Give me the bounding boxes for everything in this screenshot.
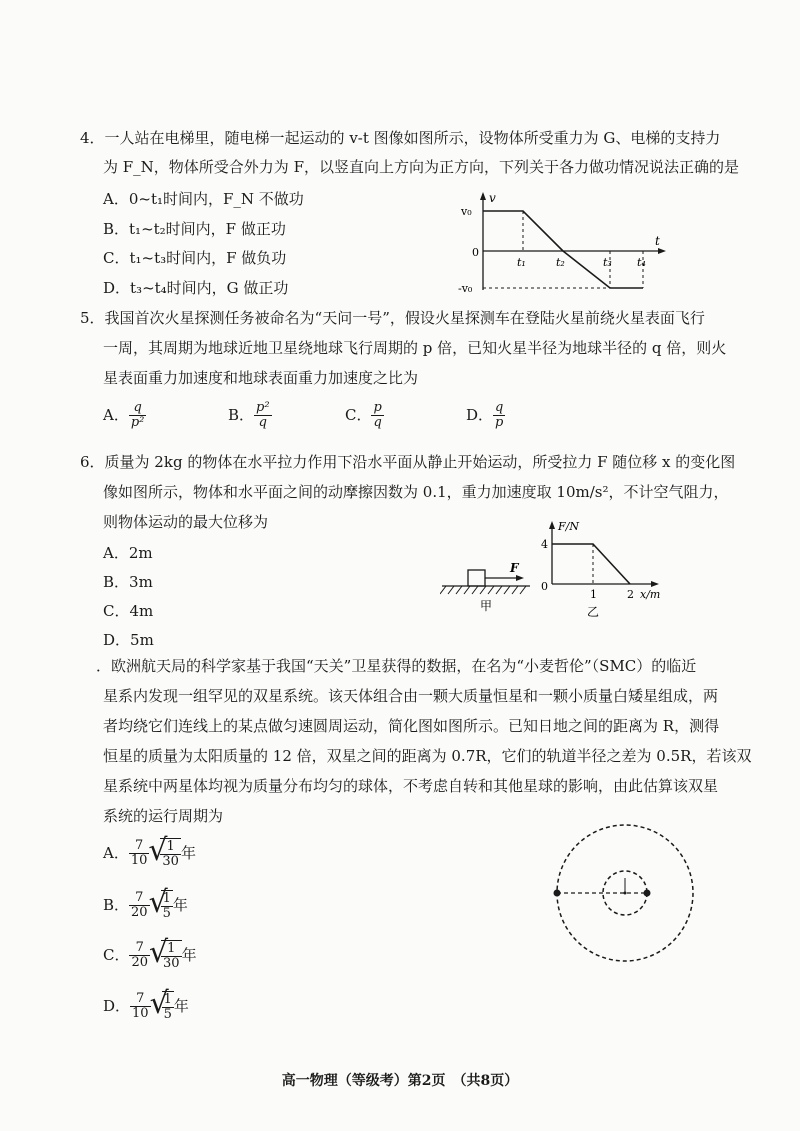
q6-stem-line1: 6．质量为 2kg 的物体在水平拉力作用下沿水平面从静止开始运动，所受拉力 F 随位移 x 的变化图	[80, 453, 736, 471]
q7-option-d-unit: 年	[173, 996, 189, 1015]
q5-option-b-letter: B．	[228, 405, 255, 424]
q6-x-axis-arrow	[651, 581, 659, 587]
q4-t1-label: t₁	[517, 256, 526, 269]
q7-option-a-coef-den: 10	[130, 853, 148, 869]
q5-option-c-den: q	[373, 415, 382, 431]
q7-option-b-letter: B．	[103, 895, 130, 914]
q6-x-tick-1: 1	[590, 588, 597, 601]
q4-t-label: t	[655, 234, 660, 248]
q4-t4-label: t₄	[637, 256, 646, 269]
q5-option-b-den: q	[258, 415, 267, 431]
q6-x-tick-2: 2	[627, 588, 634, 601]
q4-vt-curve	[483, 211, 643, 288]
q6-figure-yi	[530, 518, 680, 630]
q4-option-c: C．t₁~t₃时间内，F 做负功	[103, 249, 287, 267]
q6-option-b: B．3m	[103, 573, 153, 591]
q7-stem-line5: 星系统中两星体均视为质量分布均匀的球体，不考虑自转和其他星球的影响，由此估算该双星	[103, 777, 719, 795]
q7-stem-line4: 恒星的质量为太阳质量的 12 倍，双星之间的距离为 0.7R，它们的轨道半径之差为 0.5R，若该双	[103, 747, 752, 765]
q7-stem-line3: 者均绕它们连线上的某点做匀速圆周运动，简化图如图所示。已知日地之间的距离为 R，测得	[103, 717, 720, 735]
q4-t-axis-arrow	[658, 248, 666, 254]
q6-origin-label: 0	[541, 580, 548, 593]
q6-f-axis-arrow	[549, 521, 555, 529]
q7-option-b-coef-num: 7	[129, 891, 150, 906]
q5-stem-line2: 一周，其周期为地球近地卫星绕地球飞行周期的 p 倍，已知火星半径为地球半径的 q 倍，则火	[103, 339, 727, 357]
q6-jia-caption: 甲	[480, 599, 493, 613]
q7-option-a-unit: 年	[180, 843, 196, 862]
q7-option-b-rad-num: √ 1	[162, 891, 171, 906]
page-footer: 高一物理（等级考）第2页 （共8页）	[281, 1073, 519, 1089]
q7-option-a-rad-num: √ 1	[160, 840, 181, 855]
q6-option-a: A．2m	[103, 544, 153, 562]
q6-figure-jia	[440, 560, 540, 620]
q4-v0-label: v₀	[461, 205, 472, 218]
q4-stem-line2: 为 F_N，物体所受合外力为 F，以竖直向上方向为正方向，下列关于各力做功情况说法正确的是	[103, 158, 739, 176]
q4-t2-label: t₂	[556, 256, 565, 269]
q5-option-c-letter: C．	[345, 405, 372, 424]
q4-vt-graph	[455, 190, 670, 300]
q5-option-c	[345, 401, 384, 431]
q7-option-d	[103, 991, 189, 1023]
q5-option-b	[228, 401, 272, 431]
q7-option-b-rad-den: 5	[162, 906, 171, 922]
q7-option-d-rad-den: 5	[163, 1007, 172, 1023]
q5-option-a	[103, 401, 146, 431]
q6-y-tick-4: 4	[541, 538, 548, 551]
q7-option-c-coef-num: 7	[129, 941, 150, 956]
q7-option-a	[103, 838, 196, 870]
q7-binary-star-figure	[540, 820, 710, 970]
q7-option-c-coef-den: 20	[131, 955, 149, 971]
q5-option-d	[466, 401, 505, 431]
q5-option-d-letter: D．	[466, 405, 494, 424]
q7-white-dwarf	[554, 890, 561, 897]
q4-t3-label: t₃	[603, 256, 612, 269]
q6-block	[468, 570, 485, 586]
q7-option-b-unit: 年	[172, 895, 188, 914]
q7-stem-line2: 星系内发现一组罕见的双星系统。该天体组合由一颗大质量恒星和一颗小质量白矮星组成，两	[103, 687, 719, 705]
q7-center-point	[624, 892, 627, 895]
q6-option-c: C．4m	[103, 602, 154, 620]
q6-stem-line3: 则物体运动的最大位移为	[103, 513, 269, 531]
q4-stem-line1: 4．一人站在电梯里，随电梯一起运动的 v-t 图像如图所示，设物体所受重力为 G、电梯的支持力	[80, 129, 721, 147]
q7-option-c	[103, 940, 197, 972]
q4-option-a: A．0~t₁时间内，F_N 不做功	[103, 190, 304, 208]
q5-stem-line3: 星表面重力加速度和地球表面重力加速度之比为	[103, 369, 419, 387]
q7-option-a-coef-num: 7	[129, 839, 150, 854]
q6-fx-curve	[552, 544, 630, 584]
q4-negv0-label: -v₀	[458, 282, 473, 295]
q4-origin-label: 0	[472, 246, 479, 259]
q4-option-b: B．t₁~t₂时间内，F 做正功	[103, 220, 286, 238]
q7-option-a-rad-den: 30	[162, 854, 179, 870]
q5-option-c-num: p	[373, 400, 382, 415]
q4-v-label: v	[489, 191, 496, 205]
q7-option-c-rad-den: 30	[163, 956, 180, 972]
q7-option-c-letter: C．	[103, 945, 130, 964]
q4-option-d: D．t₃~t₄时间内，G 做正功	[103, 279, 289, 297]
q5-option-d-den: p	[495, 415, 504, 431]
q6-force-label: F	[510, 561, 519, 575]
q5-option-a-letter: A．	[103, 405, 129, 424]
q6-option-d: D．5m	[103, 631, 154, 649]
q7-option-d-coef-den: 10	[132, 1006, 149, 1022]
q7-option-c-unit: 年	[181, 945, 197, 964]
q7-option-b-coef-den: 20	[131, 905, 148, 921]
q7-option-d-coef-num: 7	[130, 992, 151, 1007]
q5-option-a-den: p²	[130, 415, 145, 431]
q5-option-b-num: p²	[256, 400, 270, 415]
q5-option-a-num: q	[129, 401, 147, 416]
q6-f-axis-label: F/N	[558, 520, 579, 533]
q6-ground-hatch	[440, 586, 526, 594]
q7-option-b	[103, 890, 188, 922]
q7-stem-line1: ．欧洲航天局的科学家基于我国“天关”卫星获得的数据，在名为“小麦哲伦”（SMC）的临近	[96, 657, 697, 675]
q4-v-axis-arrow	[480, 192, 486, 200]
q6-x-axis-label: x/m	[640, 588, 661, 601]
q7-massive-star	[644, 890, 651, 897]
q7-stem-line6: 系统的运行周期为	[103, 807, 224, 825]
q6-force-arrowhead	[516, 575, 524, 581]
q7-option-a-letter: A．	[103, 843, 129, 862]
q7-option-c-rad-num: √ 1	[161, 942, 182, 957]
q6-stem-line2: 像如图所示，物体和水平面之间的动摩擦因数为 0.1，重力加速度取 10m/s²，不计空气阻力，	[103, 483, 729, 501]
q7-option-d-rad-num: √ 1	[163, 992, 172, 1007]
q7-option-d-letter: D．	[103, 996, 131, 1015]
q6-yi-caption: 乙	[587, 605, 600, 619]
q5-option-d-num: q	[495, 400, 504, 415]
q5-stem-line1: 5．我国首次火星探测任务被命名为“天问一号”，假设火星探测车在登陆火星前绕火星表面飞行	[80, 309, 705, 327]
